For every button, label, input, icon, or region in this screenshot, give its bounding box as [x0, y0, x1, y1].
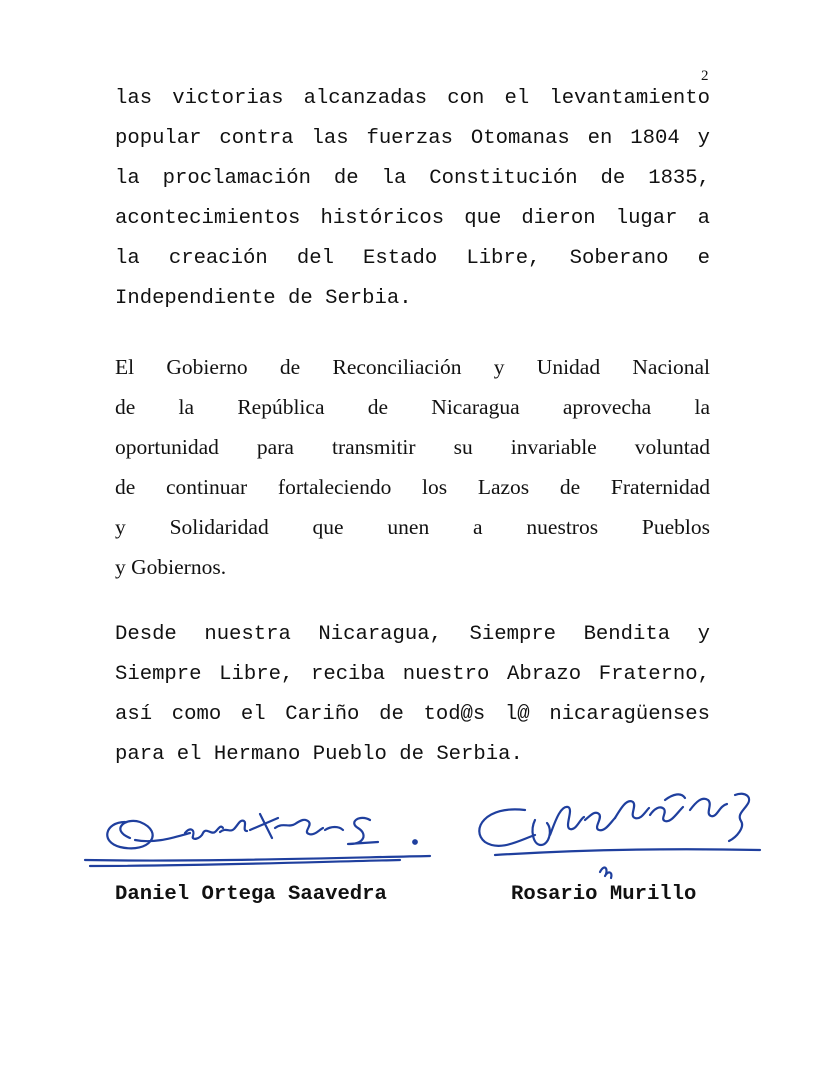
text-line: y Gobiernos.	[115, 555, 227, 579]
handwritten-signature-icon	[465, 780, 765, 890]
paragraph-closing-greeting	[115, 615, 710, 775]
text-line: la creación del Estado Libre, Soberano e	[115, 247, 710, 270]
text-line: para el Hermano Pueblo de Serbia.	[115, 743, 523, 766]
text-line: de la República de Nicaragua aprovecha la	[115, 395, 710, 419]
text-line: las victorias alcanzadas con el levantamiento	[115, 87, 710, 110]
text-line: oportunidad para transmitir su invariable voluntad	[115, 435, 710, 459]
paragraph-government-statement	[115, 347, 710, 587]
text-line: Desde nuestra Nicaragua, Siempre Bendita y	[115, 623, 710, 646]
text-line: Independiente de Serbia.	[115, 287, 412, 310]
paragraph-independence-history	[115, 79, 710, 319]
page-number: 2	[701, 68, 709, 84]
text-line: acontecimientos históricos que dieron lugar a	[115, 207, 710, 230]
handwritten-signature-icon	[80, 800, 440, 875]
text-line: popular contra las fuerzas Otomanas en 1804 y	[115, 127, 710, 150]
text-line: y Solidaridad que unen a nuestros Pueblos	[115, 515, 710, 539]
text-line: de continuar fortaleciendo los Lazos de Fraternidad	[115, 475, 710, 499]
text-line: así como el Cariño de tod@s l@ nicaragüenses	[115, 703, 710, 726]
signer-name: Rosario Murillo	[511, 883, 697, 906]
signer-name: Daniel Ortega Saavedra	[115, 883, 387, 906]
text-line: Siempre Libre, reciba nuestro Abrazo Fraterno,	[115, 663, 710, 686]
text-line: la proclamación de la Constitución de 1835,	[115, 167, 710, 190]
text-line: El Gobierno de Reconciliación y Unidad Nacional	[115, 355, 710, 379]
